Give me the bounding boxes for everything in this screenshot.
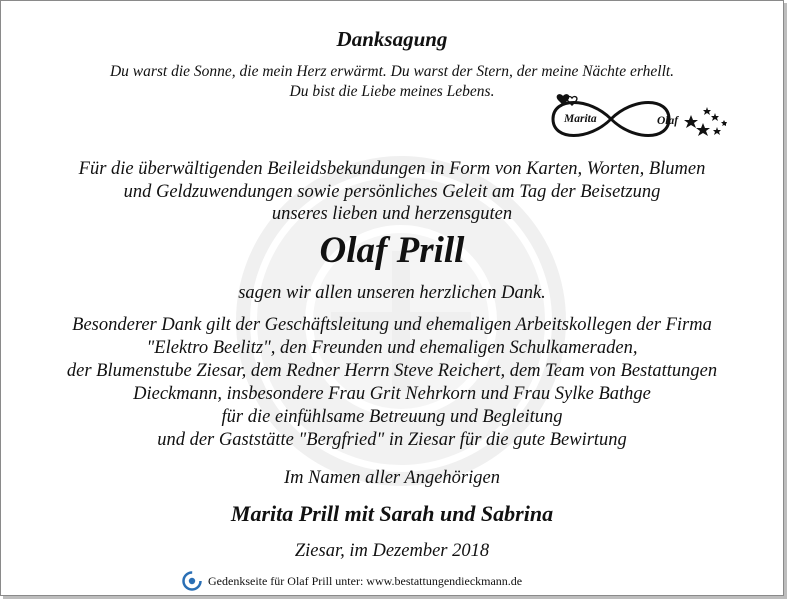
special-thanks-line: "Elektro Beelitz", den Freunden und ehemaligen Schulkameraden, [146,338,638,358]
memorial-page-link[interactable]: Gedenkseite für Olaf Prill unter: www.bestattungendieckmann.de [208,573,523,588]
quote-line-2: Du bist die Liebe meines Lebens. [289,83,495,100]
emblem-name-left: Marita [564,113,597,125]
behalf-line: Im Namen aller Angehörigen [284,468,500,488]
thanks-line-2: und Geldzuwendungen sowie persönliches Geleit am Tag der Beisetzung [123,182,661,202]
special-thanks-line: Besonderer Dank gilt der Geschäftsleitung und ehemaligen Arbeitskollegen der Firma [72,315,712,335]
deceased-name: Olaf Prill [319,230,465,271]
special-thanks-line: Dieckmann, insbesondere Frau Grit Nehrkorn und Frau Sylke Bathge [133,384,651,404]
place-date: Ziesar, im Dezember 2018 [294,541,490,561]
memorial-logo-icon [182,571,202,591]
special-thanks-line: und der Gaststätte "Bergfried" in Ziesar für die gute Bewirtung [157,430,627,450]
notice-title: Danksagung [336,27,448,51]
memorial-page-footer[interactable] [182,571,522,591]
quote-line-1: Du warst die Sonne, die mein Herz erwärmt. Du warst der Stern, der meine Nächte erhellt. [109,63,675,80]
thanks-line-1: Für die überwältigenden Beileidsbekundungen in Form von Karten, Worten, Blumen [78,159,706,179]
said-line: sagen wir allen unseren herzlichen Dank. [238,283,546,303]
thanks-line-3: unseres lieben und herzensguten [271,204,513,224]
emblem-name-right: Olaf [657,115,679,127]
special-thanks-line: der Blumenstube Ziesar, dem Redner Herrn Steve Reichert, dem Team von Bestattungen [66,361,718,381]
special-thanks-line: für die einfühlsame Betreuung und Begleitung [221,407,563,427]
family-signature: Marita Prill mit Sarah und Sabrina [230,501,554,526]
